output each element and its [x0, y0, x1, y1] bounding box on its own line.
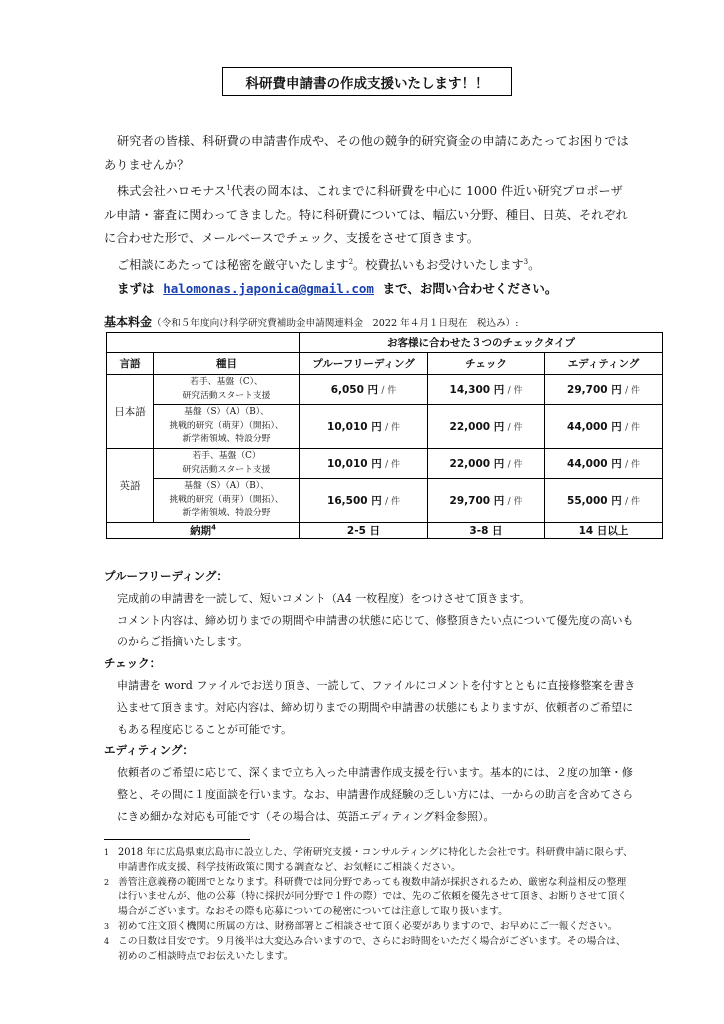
- per-unit: / 件: [625, 423, 640, 433]
- price-value: 55,000 円: [567, 495, 622, 507]
- price-value: 29,700 円: [449, 495, 505, 507]
- table-row: [107, 405, 663, 449]
- category-line: 挑戦的研究（萌芽）（開拓）、: [169, 494, 284, 505]
- price-value: 10,010 円: [327, 458, 382, 470]
- contact-post: まで、お問い合わせください。: [382, 281, 558, 297]
- price-cell: [428, 449, 545, 479]
- col-editing: エディティング: [545, 353, 663, 375]
- price-value: 14,300 円: [449, 384, 505, 396]
- delivery-check: 3-8 日: [428, 523, 545, 539]
- per-unit: / 件: [385, 423, 400, 433]
- category-cell: [154, 449, 300, 479]
- intro-para3: [104, 251, 632, 278]
- contact-line: [104, 277, 632, 301]
- col-language: 言語: [107, 353, 154, 375]
- footnote: [104, 935, 634, 965]
- delivery-edit: 14 日以上: [545, 523, 663, 539]
- footnote: [104, 876, 634, 920]
- price-cell: [300, 405, 428, 449]
- price-cell: [428, 479, 545, 523]
- footnote-ref-4[interactable]: 4: [211, 523, 216, 532]
- page-title: 科研費申請書の作成支援いたします！！: [222, 67, 512, 96]
- intro-para2-rest: 代表の岡本は、これまでに科研費を中心に 1000 件近い研究プロポーザル申請・審査に関わってきました。特に科研費については、幅広い分野、種目、日英、それぞれに合わせた形で、メールベースでチェック、支援をさせて頂きます。: [104, 184, 628, 246]
- delivery-label: [107, 523, 300, 539]
- price-cell: [545, 449, 663, 479]
- category-line: 若手、基盤（C）: [192, 451, 261, 461]
- price-value: 6,050 円: [330, 384, 379, 396]
- category-line: 基盤（S）（A）（B）、: [184, 481, 269, 492]
- intro-para3-c: 。: [528, 257, 541, 272]
- per-unit: / 件: [625, 460, 640, 470]
- footnote-number: 4: [104, 936, 110, 946]
- col-check: チェック: [428, 353, 545, 375]
- footnote-ref-2[interactable]: 2: [348, 257, 354, 266]
- editing-body: 依頼者のご希望に応じて、深くまで立ち入った申請書作成支援を行います。基本的には、２度の加筆・修整と、その間に１度面談を行います。なお、申請書作成経験の乏しい方には、一からの助言を含めてさらにきめ細かな対応も可能です（その場合は、英語エディティング料金参照）。: [117, 766, 634, 823]
- price-cell: [545, 479, 663, 523]
- contact-pre: まずは: [117, 281, 155, 297]
- editing-heading: エディティング：: [104, 743, 194, 758]
- pricing-heading-title: 基本料金: [104, 315, 153, 329]
- footnotes: [104, 846, 634, 964]
- footnote-text: 初めて注文頂く機関に所属の方は、財務部署とご相談させて頂く必要がありますので、お早めにご一報ください。: [118, 920, 618, 932]
- category-cell: [154, 479, 300, 523]
- delivery-row: [107, 523, 663, 539]
- per-unit: / 件: [507, 423, 523, 433]
- per-unit: / 件: [385, 460, 400, 470]
- table-header-row: [107, 353, 663, 375]
- pricing-subheading: （令和５年度向け科学研究費補助金申請関連料金 2022 年４月１日現在 税込み）:: [152, 318, 519, 329]
- per-unit: / 件: [625, 386, 640, 396]
- category-cell: [154, 405, 300, 449]
- table-row: [107, 375, 663, 405]
- price-cell: [545, 375, 663, 405]
- per-unit: / 件: [385, 497, 400, 507]
- check-types-header: お客様に合わせた３つのチェックタイプ: [300, 333, 663, 353]
- price-cell: [300, 375, 428, 405]
- table-group-header-row: [107, 333, 663, 353]
- email-link[interactable]: halomonas.japonica@gmail.com: [163, 281, 374, 297]
- footnote-number: 1: [104, 848, 110, 857]
- category-cell: [154, 375, 300, 405]
- proofreading-body-2: コメント内容は、締め切りまでの期間や申請書の状態に応じて、修整頂きたい点について優先度の高いものからご指摘いたします。: [117, 613, 634, 649]
- category-line: 基盤（S）（A）（B）、: [184, 407, 269, 418]
- check-body: 申請書を word ファイルでお送り頂き、一読して、ファイルにコメントを付すとともに直接修整案を書き込ませて頂きます。対応内容は、締め切りまでの期間や申請書の状態にもよりますが、依頼者のご希望にもある程度応じることが可能です。: [117, 678, 636, 736]
- intro-para2-start: 株式会社ハロモナス: [117, 184, 227, 199]
- footnote-ref-3[interactable]: 3: [523, 257, 529, 266]
- category-line: 研究活動スタート支援: [182, 390, 271, 401]
- footnote-number: 3: [104, 921, 110, 931]
- category-line: 挑戦的研究（萌芽）（開拓）、: [169, 420, 284, 431]
- table-row: [107, 449, 663, 479]
- footnote-ref-1[interactable]: 1: [226, 184, 231, 192]
- proofreading-body-1: 完成前の申請書を一読して、短いコメント（A4 一枚程度）をつけさせて頂きます。: [117, 591, 531, 605]
- category-line: 若手、基盤（C）、: [190, 377, 263, 387]
- price-cell: [428, 375, 545, 405]
- footnote: [104, 920, 634, 935]
- category-line: 新学術領域、特設分野: [182, 508, 271, 519]
- per-unit: / 件: [381, 386, 397, 396]
- price-cell: [545, 405, 663, 449]
- price-value: 44,000 円: [567, 421, 622, 433]
- footnote-divider: [104, 839, 250, 840]
- footnote-text: 2018 年に広島県東広島市に設立した、学術研究支援・コンサルティングに特化した会社です。科研費申請に限らず、申請書作成支援、科学技術政策に関する調査など、お気軽にご相談ください。: [118, 847, 633, 873]
- price-value: 10,010 円: [327, 421, 382, 433]
- footnote-text: この日数は目安です。９月後半は大変込み合いますので、さらにお時間をいただく場合がございます。その場合は、初めのご相談時点でお伝えいたします。: [118, 935, 626, 962]
- per-unit: / 件: [507, 460, 523, 470]
- intro-para3-a: ご相談にあたっては秘密を厳守いたします: [117, 257, 349, 272]
- price-cell: [428, 405, 545, 449]
- price-value: 44,000 円: [567, 458, 622, 470]
- empty-header-cell: [107, 333, 300, 353]
- price-value: 16,500 円: [327, 495, 382, 507]
- footnote-text: 善管注意義務の範囲でとなります。科研費では同分野であっても複数申請が採択されるため、厳密な利益相反の整理は行いませんが、他の公募（特に採択が同分野で１件の際）では、先のご依頼を優先させて頂き、お断りさせて頂く場合がございます。なおその際も応募についての秘密については注意して取り扱います。: [118, 876, 628, 918]
- per-unit: / 件: [507, 386, 523, 396]
- intro-para3-b: 。校費払いもお受けいたします: [353, 257, 524, 272]
- pricing-heading: [104, 313, 519, 330]
- table-row: [107, 479, 663, 523]
- check-heading: チェック：: [104, 656, 162, 671]
- intro-line1: 研究者の皆様、科研費の申請書作成や、その他の競争的研究資金の申請にあたってお困りではありませんか？: [104, 134, 629, 172]
- price-cell: [300, 449, 428, 479]
- col-proofreading: プルーフリーディング: [300, 353, 428, 375]
- price-value: 22,000 円: [449, 421, 505, 433]
- language-cell: 英語: [107, 449, 154, 523]
- col-category: 種目: [154, 353, 300, 375]
- intro-para2: [104, 177, 632, 251]
- per-unit: / 件: [507, 497, 523, 507]
- footnote: [104, 846, 634, 876]
- price-value: 22,000 円: [449, 458, 505, 470]
- proofreading-heading: プルーフリーディング：: [104, 569, 228, 583]
- footnote-number: 2: [104, 877, 110, 887]
- pricing-table: [106, 332, 663, 539]
- delivery-proof: 2-5 日: [300, 523, 428, 539]
- intro-section: [104, 130, 632, 301]
- per-unit: / 件: [625, 497, 640, 507]
- language-cell: 日本語: [107, 375, 154, 449]
- category-line: 研究活動スタート支援: [182, 464, 271, 475]
- price-cell: [300, 479, 428, 523]
- service-descriptions: [104, 566, 636, 828]
- price-value: 29,700 円: [567, 384, 622, 396]
- category-line: 新学術領域、特設分野: [182, 434, 271, 445]
- delivery-label-text: 納期: [190, 525, 212, 537]
